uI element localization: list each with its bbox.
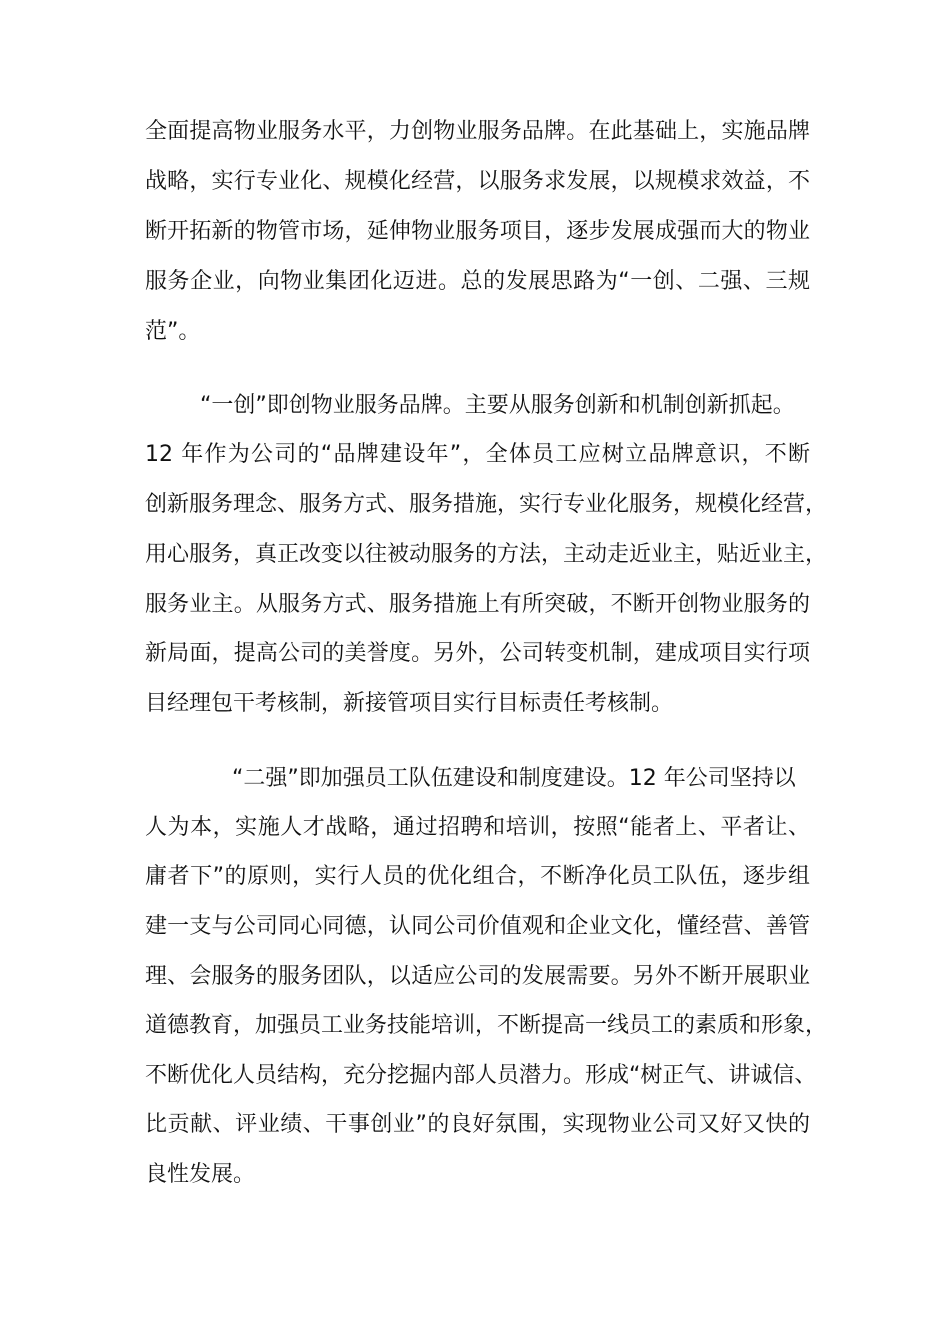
paragraph-3-line-6: 道德教育，加强员工业务技能培训，不断提高一线员工的素质和形象，	[145, 1013, 828, 1038]
paragraph-1-line-2: 战略，实行专业化、规模化经营，以服务求发展，以规模求效益，不	[145, 169, 810, 194]
paragraph-3-line-1: “二强”即加强员工队伍建设和制度建设。12 年公司坚持以	[232, 766, 796, 791]
paragraph-2-line-7: 目经理包干考核制，新接管项目实行目标责任考核制。	[145, 691, 674, 716]
paragraph-3-line-8: 比贡献、评业绩、干事创业”的良好氛围，实现物业公司又好又快的	[145, 1112, 810, 1137]
paragraph-1-line-5: 范”。	[145, 319, 201, 344]
paragraph-3-line-3: 庸者下”的原则，实行人员的优化组合，不断净化员工队伍，逐步组	[145, 864, 810, 889]
paragraph-2-line-4: 用心服务，真正改变以往被动服务的方法，主动走近业主，贴近业主，	[145, 542, 828, 567]
paragraph-3-line-5: 理、会服务的服务团队，以适应公司的发展需要。另外不断开展职业	[145, 964, 810, 989]
paragraph-1-line-1: 全面提高物业服务水平，力创物业服务品牌。在此基础上，实施品牌	[145, 119, 810, 144]
paragraph-1-line-4: 服务企业，向物业集团化迈进。总的发展思路为“一创、二强、三规	[145, 269, 810, 294]
paragraph-2-line-5: 服务业主。从服务方式、服务措施上有所突破，不断开创物业服务的	[145, 592, 810, 617]
paragraph-3-line-4: 建一支与公司同心同德，认同公司价值观和企业文化，懂经营、善管	[145, 914, 810, 939]
paragraph-2-line-6: 新局面，提高公司的美誉度。另外，公司转变机制，建成项目实行项	[145, 641, 810, 666]
paragraph-2-line-3: 创新服务理念、服务方式、服务措施，实行专业化服务，规模化经营，	[145, 492, 828, 517]
paragraph-1-line-3: 断开拓新的物管市场，延伸物业服务项目，逐步发展成强而大的物业	[145, 219, 810, 244]
paragraph-3-line-2: 人为本，实施人才战略，通过招聘和培训，按照“能者上、平者让、	[145, 815, 810, 840]
paragraph-3-line-7: 不断优化人员结构，充分挖掘内部人员潜力。形成“树正气、讲诚信、	[145, 1063, 817, 1088]
paragraph-3-line-9: 良性发展。	[145, 1162, 256, 1187]
paragraph-2-line-1: “一创”即创物业服务品牌。主要从服务创新和机制创新抓起。	[200, 393, 795, 418]
paragraph-2-line-2: 12 年作为公司的“品牌建设年”，全体员工应树立品牌意识，不断	[145, 442, 810, 467]
